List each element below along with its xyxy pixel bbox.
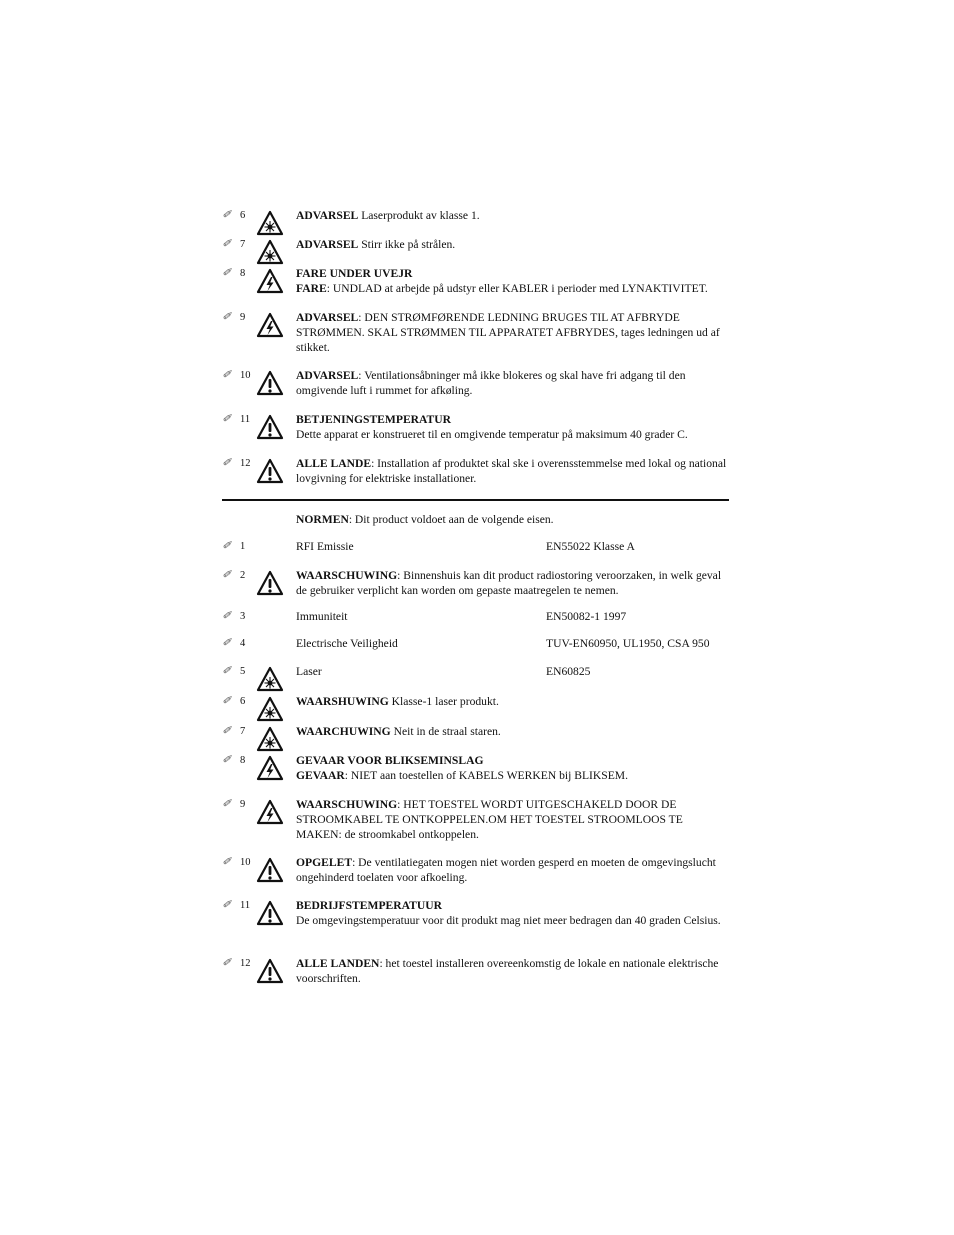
pen-icon: ✐ — [222, 569, 232, 581]
laser-warning-icon — [256, 726, 284, 752]
warning-item: ✐ 2 WAARSCHUWING: Binnenshuis kan dit product radiostoring veroorzaken, in welk geval de gebruiker verplicht kan worden om gepaste maatregelen te nemen. — [222, 568, 730, 600]
exclamation-warning-icon — [256, 458, 284, 484]
warning-text: ALLE LANDEN: het toestel installeren overeenkomstig de lokale en nationale elektrische voorschriften. — [296, 957, 719, 985]
warning-item: ✐ 6 WAARSHUWING Klasse-1 laser produkt. — [222, 694, 730, 722]
exclamation-warning-icon — [256, 414, 284, 440]
norm-value: TUV-EN60950, UL1950, CSA 950 — [546, 637, 710, 650]
pen-icon: ✐ — [222, 413, 232, 425]
lightning-warning-icon — [256, 312, 284, 338]
warning-text: OPGELET: De ventilatiegaten mogen niet worden gesperd en moeten de omgevingslucht ongehinderd toelaten voor afkoeling. — [296, 856, 716, 884]
warning-text: BEDRIJFSTEMPERATUUR De omgevingstemperatuur voor dit produkt mag niet meer bedragen dan 40 graden Celsius. — [296, 899, 721, 927]
warning-text: WAARSHUWING Klasse-1 laser produkt. — [296, 695, 499, 708]
pen-icon: ✐ — [222, 610, 232, 622]
warning-item: ✐ 10 ADVARSEL: Ventilationsåbninger må ikke blokeres og skal have fri adgang til den omgivende luft i rummet for afkøling. — [222, 368, 730, 400]
laser-warning-icon — [256, 696, 284, 722]
warning-item: ✐ 8 FARE UNDER UVEJR FARE: UNDLAD at arbejde på udstyr eller KABLER i perioder med LYNAKTIVITET. — [222, 266, 730, 298]
warning-item: ✐ 8 GEVAAR VOOR BLIKSEMINSLAG GEVAAR: NIET aan toestellen of KABELS WERKEN bij BLIKSEM. — [222, 753, 730, 785]
warning-text: WAARSCHUWING: Binnenshuis kan dit product radiostoring veroorzaken, in welk geval de gebruiker verplicht kan worden om gepaste maatregelen te nemen. — [296, 569, 722, 597]
pen-icon: ✐ — [222, 754, 232, 766]
pen-icon: ✐ — [222, 457, 232, 469]
warning-text: ADVARSEL: Ventilationsåbninger må ikke blokeres og skal have fri adgang til den omgivende luft i rummet for afkøling. — [296, 369, 686, 397]
norm-value: EN60825 — [546, 665, 591, 678]
warning-item: ✐ 11 BETJENINGSTEMPERATUR Dette apparat er konstrueret til en omgivende temperatur på maksimum 40 grader C. — [222, 412, 730, 444]
warning-text: ALLE LANDE: Installation af produktet skal ske i overensstemmelse med lokal og national lovgivning for elektriske installationer. — [296, 457, 727, 485]
warning-item: ✐ 10 OPGELET: De ventilatiegaten mogen niet worden gesperd en moeten de omgevingslucht ongehinderd toelaten voor afkoeling. — [222, 855, 730, 887]
warning-text: ADVARSEL Laserprodukt av klasse 1. — [296, 209, 480, 222]
exclamation-warning-icon — [256, 958, 284, 984]
pen-icon: ✐ — [222, 856, 232, 868]
warning-item: ✐ 6 ADVARSEL Laserprodukt av klasse 1. — [222, 208, 730, 236]
norm-item: ✐ 4 Electrische Veiligheid TUV-EN60950, UL1950, CSA 950 — [222, 636, 730, 652]
norm-item: ✐ 1 RFI Emissie EN55022 Klasse A — [222, 539, 730, 555]
warning-item: ✐ 12 ALLE LANDEN: het toestel installeren overeenkomstig de lokale en nationale elektrische voorschriften. — [222, 956, 730, 988]
pen-icon: ✐ — [222, 311, 232, 323]
warning-item: ✐ 7 WAARCHUWING Neit in de straal staren. — [222, 724, 730, 752]
warning-item: ✐ 11 BEDRIJFSTEMPERATUUR De omgevingstemperatuur voor dit produkt mag niet meer bedragen dan 40 graden Celsius. — [222, 898, 730, 944]
norm-label: Laser — [296, 665, 322, 678]
norm-value: EN55022 Klasse A — [546, 540, 635, 553]
warning-item: ✐ 9 WAARSCHUWING: HET TOESTEL WORDT UITGESCHAKELD DOOR DE STROOMKABEL TE ONTKOPPELEN.OM HET TOESTEL STROOMLOOS TE MAKEN: de stroomkabel ontkoppelen. — [222, 797, 730, 843]
pen-icon: ✐ — [222, 725, 232, 737]
pen-icon: ✐ — [222, 957, 232, 969]
pen-icon: ✐ — [222, 209, 232, 221]
laser-warning-icon — [256, 210, 284, 236]
lightning-warning-icon — [256, 268, 284, 294]
pen-icon: ✐ — [222, 369, 232, 381]
warning-text: BETJENINGSTEMPERATUR Dette apparat er konstrueret til en omgivende temperatur på maksimum 40 grader C. — [296, 413, 688, 441]
pen-icon: ✐ — [222, 899, 232, 911]
warning-item: ✐ 12 ALLE LANDE: Installation af produktet skal ske i overensstemmelse med lokal og national lovgivning for elektriske installationer. — [222, 456, 730, 488]
warning-item: ✐ 7 ADVARSEL Stirr ikke på strålen. — [222, 237, 730, 265]
section-divider — [222, 499, 729, 501]
lightning-warning-icon — [256, 755, 284, 781]
exclamation-warning-icon — [256, 570, 284, 596]
pen-icon: ✐ — [222, 695, 232, 707]
pen-icon: ✐ — [222, 267, 232, 279]
laser-warning-icon — [256, 239, 284, 265]
warning-text: GEVAAR VOOR BLIKSEMINSLAG GEVAAR: NIET aan toestellen of KABELS WERKEN bij BLIKSEM. — [296, 754, 629, 782]
warning-text: ADVARSEL Stirr ikke på strålen. — [296, 238, 456, 251]
warning-item: ✐ 9 ADVARSEL: DEN STRØMFØRENDE LEDNING BRUGES TIL AT AFBRYDE STRØMMEN. SKAL STRØMMEN TIL APPARATET AFBRYDES, tages ledningen ud af stikket. — [222, 310, 730, 356]
pen-icon: ✐ — [222, 798, 232, 810]
norm-item: ✐ 5 Laser EN60825 — [222, 664, 730, 692]
pen-icon: ✐ — [222, 540, 232, 552]
lightning-warning-icon — [256, 799, 284, 825]
norm-label: RFI Emissie — [296, 540, 354, 553]
norm-label: Electrische Veiligheid — [296, 637, 398, 650]
pen-icon: ✐ — [222, 238, 232, 250]
norm-label: Immuniteit — [296, 610, 348, 623]
pen-icon: ✐ — [222, 665, 232, 677]
norm-value: EN50082-1 1997 — [546, 610, 627, 623]
pen-icon: ✐ — [222, 637, 232, 649]
warning-text: FARE UNDER UVEJR FARE: UNDLAD at arbejde på udstyr eller KABLER i perioder med LYNAKTIVITET. — [296, 267, 708, 295]
norm-item: ✐ 3 Immuniteit EN50082-1 1997 — [222, 609, 730, 625]
warning-text: WAARCHUWING Neit in de straal staren. — [296, 725, 501, 738]
laser-warning-icon — [256, 666, 284, 692]
exclamation-warning-icon — [256, 857, 284, 883]
exclamation-warning-icon — [256, 900, 284, 926]
warning-text: WAARSCHUWING: HET TOESTEL WORDT UITGESCHAKELD DOOR DE STROOMKABEL TE ONTKOPPELEN.OM HET TOESTEL STROOMLOOS TE MAKEN: de stroomkabel ontkoppelen. — [296, 798, 683, 841]
exclamation-warning-icon — [256, 370, 284, 396]
warning-text: ADVARSEL: DEN STRØMFØRENDE LEDNING BRUGES TIL AT AFBRYDE STRØMMEN. SKAL STRØMMEN TIL APPARATET AFBRYDES, tages ledningen ud af stikket. — [296, 311, 720, 354]
norms-intro: NORMEN: Dit product voldoet aan de volgende eisen. — [296, 513, 554, 526]
